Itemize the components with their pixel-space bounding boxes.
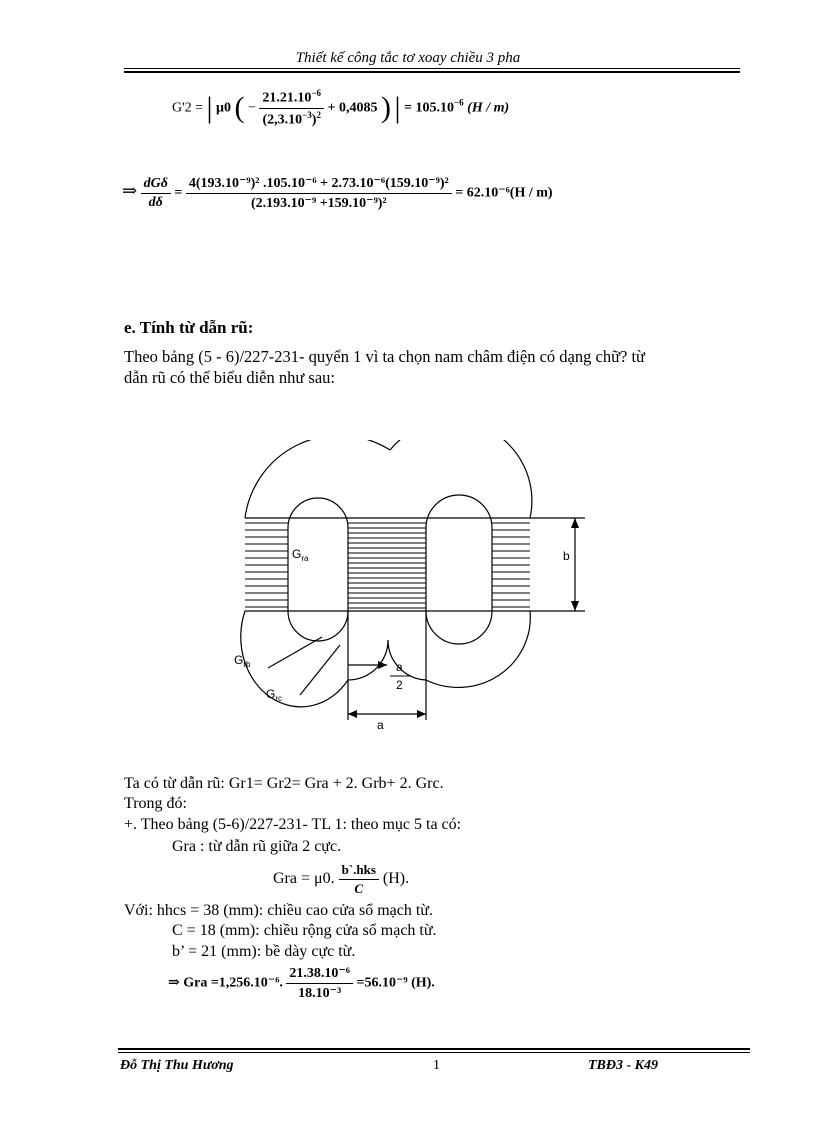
body-line-4: Gra : từ dẫn rũ giữa 2 cực. (172, 838, 342, 855)
page-header-title: Thiết kế công tắc tơ xoay chiều 3 pha (295, 50, 521, 66)
eq1-paren-close: ) (381, 91, 392, 125)
eq1-mu: μ0 (216, 100, 231, 116)
header-rule-top (124, 68, 740, 69)
body-line-3: +. Theo bảng (5-6)/227-231- TL 1: theo mục 5 ta có: (124, 816, 462, 833)
body-line-6: C = 18 (mm): chiều rộng cửa sổ mạch từ. (172, 922, 437, 939)
intro-line-1: Theo bảng (5 - 6)/227-231- quyển 1 vì ta chọn nam châm điện có dạng chữ? từ (124, 347, 645, 366)
body-line-1: Ta có từ dẫn rũ: Gr1= Gr2= Gra + 2. Grb+ 2. Grc. (124, 775, 444, 792)
body-line-5: Với: hhcs = 38 (mm): chiều cao cửa sổ mạch từ. (124, 902, 433, 919)
label-grb: $G_{rb}$ (234, 653, 251, 669)
formula-gra (273, 862, 409, 897)
eq1-plus: + 0,4085 (327, 100, 378, 116)
label-gra: $G_{ra}$ (292, 547, 309, 563)
formula-gra-fraction: $\frac{\text{b`.hks}}{C}$ (339, 862, 379, 897)
eq1-num: 21.21.10 (262, 90, 312, 106)
equation-g2: G'2 = | μ0 ( − $\frac{21.21.10^{-6}}{(2,3.10^{-3})^2}$ + 0,4085 ) | = $105.10^{-6}$ (H / m) (172, 88, 510, 128)
eq1-paren-open: ( (234, 91, 245, 125)
footer-page-number: 1 (433, 1058, 440, 1073)
eq2-main-fraction (186, 175, 452, 212)
intro-line-2: dẫn rũ có thể biểu diễn như sau: (124, 368, 336, 387)
label-a-half-num: a (396, 660, 403, 674)
eq2-den: (2.193.10⁻⁹ +159.10⁻⁹)² (250, 196, 387, 211)
result-gra-fraction: $\frac{\text{21.38.10⁻⁶}}{\text{18.10⁻³}}$ (286, 965, 353, 1002)
hatch-left (245, 523, 290, 607)
section-heading: e. Tính từ dẫn rũ: (124, 318, 254, 337)
eq2-num: 4(193.10⁻⁹)² .105.10⁻⁶ + 2.73.10⁻⁶(159.10⁻⁹)² (186, 175, 452, 194)
label-grc: $G_{rc}$ (266, 687, 283, 703)
eq1-abs-close: | (394, 91, 401, 125)
formula-gra-unit: (H). (382, 870, 410, 888)
body-line-2: Trong đó: (124, 795, 187, 812)
result-gra (168, 965, 435, 1002)
body-line-7: b’ = 21 (mm): bề dày cực từ. (172, 943, 356, 960)
eq1-abs-open: | (206, 91, 213, 125)
header-rule-bottom (124, 71, 740, 73)
eq2-lhs-fraction: $\frac{\text{dGδ}}{d\delta}$ (141, 176, 171, 211)
equation-dg-ddelta: ⇒ $\frac{\text{dGδ}}{d\delta}$ = $\frac{\text{4(193.10⁻⁹)² .105.10⁻⁶ + 2.73.10⁻⁶(159.10⁻⁹)²}}{\text{(2.193.10⁻⁹ +159.10⁻⁹)²}}$ = 62.10⁻⁶(H / m) (122, 176, 553, 211)
eq2-arrow: ⇒ (122, 180, 138, 201)
eq1-lhs: G'2 = (172, 100, 204, 116)
eq1-result: = 105.10 (404, 100, 455, 116)
footer-author: Đỗ Thị Thu Hương (120, 1058, 234, 1073)
footer-class: TBĐ3 - K49 (588, 1058, 658, 1073)
eq1-unit: (H / m) (467, 100, 510, 116)
label-a-half-den: 2 (396, 678, 403, 692)
label-b: b (563, 549, 570, 563)
result-gra-rhs: =56.10⁻⁹ (H). (356, 975, 435, 991)
eq1-fraction: $\frac{21.21.10^{-6}}{(2,3.10^{-3})^2}$ (259, 88, 324, 128)
label-a: a (377, 718, 384, 732)
formula-gra-lhs: Gra = μ0. (273, 870, 335, 888)
eq2-result: = 62.10⁻⁶(H / m) (455, 185, 553, 201)
diagram-outline (241, 440, 585, 720)
footer-rule-top (118, 1048, 750, 1050)
result-gra-lhs: ⇒ Gra =1,256.10⁻⁶. (168, 975, 283, 991)
leakage-flux-diagram (230, 440, 610, 750)
hatch-right (492, 523, 530, 607)
hatch-middle (348, 523, 426, 608)
footer-rule-bottom (118, 1052, 750, 1053)
